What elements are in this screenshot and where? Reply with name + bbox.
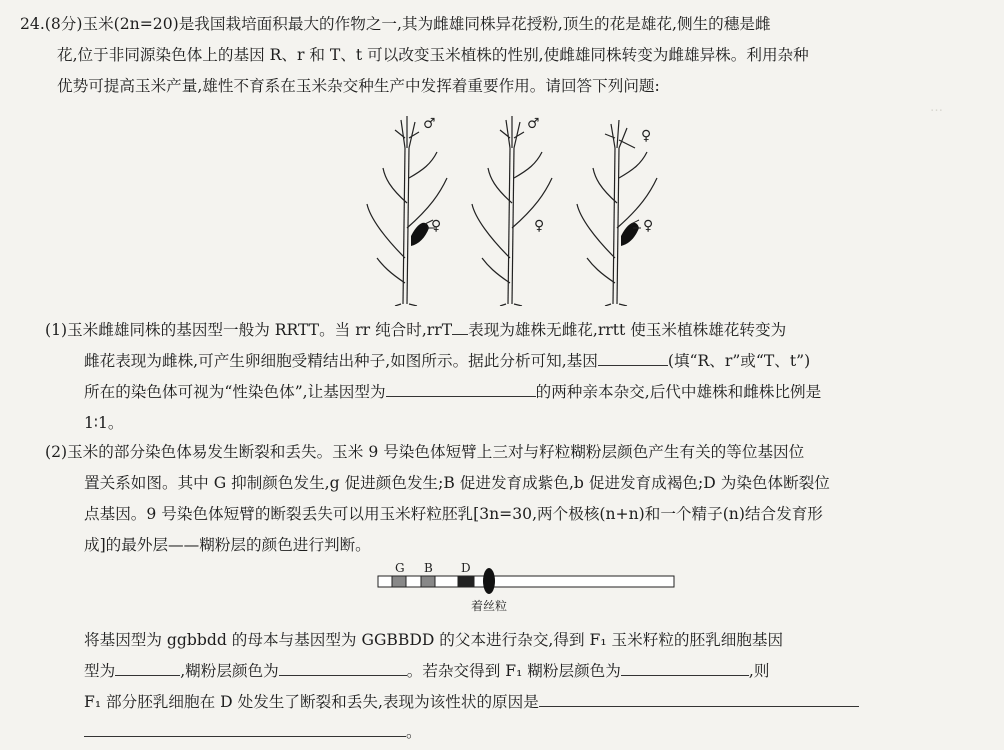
gene-label-b: B <box>424 561 433 575</box>
gene-label-d: D <box>461 561 471 575</box>
part1-l1-pre: (1)玉米雌雄同株的基因型一般为 RRTT。当 rr 纯合时,rrT <box>45 321 453 339</box>
gene-g-band <box>392 576 406 587</box>
part2b-line3 <box>84 690 859 714</box>
plant-1 <box>367 116 447 306</box>
part2b-l2-b: ,糊粉层颜色为 <box>180 662 279 680</box>
part1-l2: 雌花表现为雌株,可产生卵细胞受精结出种子,如图所示。据此分析可知,基因 <box>84 352 598 370</box>
part1-l3-post: 的两种亲本杂交,后代中雄株和雌株比例是 <box>535 383 822 401</box>
sex-symbol-5: ♀ <box>641 128 652 144</box>
plant-3 <box>577 120 657 306</box>
gene-label-g: G <box>395 561 405 575</box>
blank-4[interactable] <box>115 660 180 676</box>
ear-3 <box>621 223 639 246</box>
blank-1[interactable] <box>452 319 468 335</box>
centromere-label: 着丝粒 <box>471 599 508 613</box>
q24-line2: 花,位于非同源染色体上的基因 R、r 和 T、t 可以改变玉米植株的性别,使雌雄同株转变为雌雄异株。利用杂种 <box>57 46 809 64</box>
plant-2 <box>472 116 552 306</box>
part2b-line4 <box>84 720 422 744</box>
part2b-line2 <box>84 659 769 683</box>
maize-plants-figure <box>355 108 665 306</box>
sex-symbol-4: ♀ <box>534 218 545 234</box>
blank-7[interactable] <box>539 691 859 707</box>
part1-l3-pre: 所在的染色体可视为“性染色体”,让基因型为 <box>84 383 386 401</box>
chromosome-diagram <box>372 560 682 616</box>
part1-l1-post: 表现为雄株无雌花,rrtt 使玉米植株雄花转变为 <box>468 321 787 339</box>
ear-1 <box>411 223 429 246</box>
part2b-l4-end: 。 <box>406 723 422 741</box>
part1-line2 <box>84 349 810 373</box>
gene-b-band <box>421 576 435 587</box>
blank-2[interactable] <box>598 350 668 366</box>
part1-line4: 1∶1。 <box>84 414 124 432</box>
part2b-l2-d: ,则 <box>748 662 770 680</box>
blank-7-cont[interactable] <box>84 721 406 737</box>
sex-symbol-2: ♀ <box>431 218 442 234</box>
blank-3[interactable] <box>386 381 536 397</box>
sex-symbol-1: ♂ <box>423 116 436 132</box>
part2b-l3: F₁ 部分胚乳细胞在 D 处发生了断裂和丢失,表现为该性状的原因是 <box>84 693 539 711</box>
part1-l2-post: (填“R、r”或“T、t”) <box>667 352 811 370</box>
part2b-l2-c: 。若杂交得到 F₁ 糊粉层颜色为 <box>406 662 621 680</box>
bleed-text: … <box>930 100 943 115</box>
sex-symbol-3: ♂ <box>527 116 540 132</box>
part2-line4: 成]的最外层——糊粉层的颜色进行判断。 <box>84 536 371 554</box>
part2-line1: (2)玉米的部分染色体易发生断裂和丢失。玉米 9 号染色体短臂上三对与籽粒糊粉层颜色产生有关的等位基因位 <box>45 443 805 461</box>
blank-6[interactable] <box>621 660 749 676</box>
sex-symbol-6: ♀ <box>643 218 654 234</box>
part2-line3: 点基因。9 号染色体短臂的断裂丢失可以用玉米籽粒胚乳[3n=30,两个极核(n+n)和一个精子(n)结合发育形 <box>84 505 823 523</box>
blank-5[interactable] <box>279 660 407 676</box>
part1-line1 <box>45 318 786 342</box>
part2b-line1: 将基因型为 ggbbdd 的母本与基因型为 GGBBDD 的父本进行杂交,得到 F₁ 玉米籽粒的胚乳细胞基因 <box>84 631 784 649</box>
q24-line3: 优势可提高玉米产量,雄性不育系在玉米杂交种生产中发挥着重要作用。请回答下列问题: <box>57 77 660 95</box>
part2-line2: 置关系如图。其中 G 抑制颜色发生,g 促进颜色发生;B 促进发育成紫色,b 促进发育成褐色;D 为染色体断裂位 <box>84 474 830 492</box>
centromere <box>483 568 495 594</box>
q24-line1: 24.(8分)玉米(2n=20)是我国栽培面积最大的作物之一,其为雌雄同株异花授粉,顶生的花是雄花,侧生的穗是雌 <box>20 15 771 33</box>
part1-line3 <box>84 380 821 404</box>
gene-d-band <box>458 576 474 587</box>
part2b-l2-a: 型为 <box>84 662 116 680</box>
